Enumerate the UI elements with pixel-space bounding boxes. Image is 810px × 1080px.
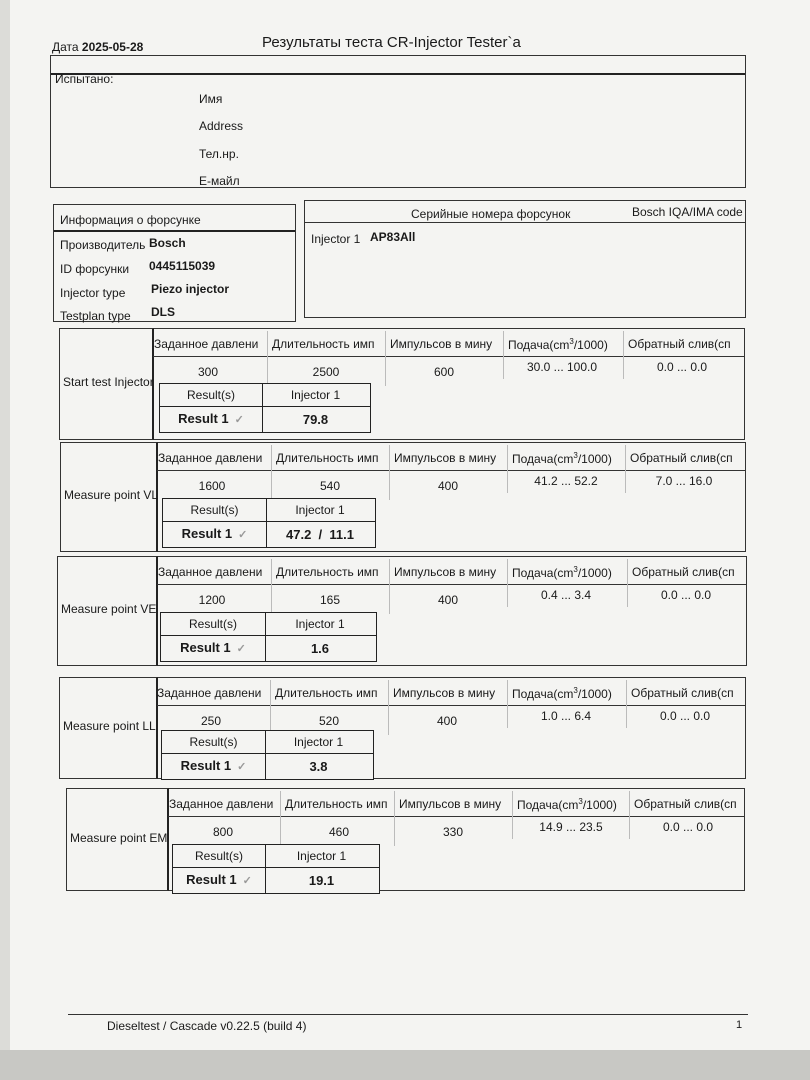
test-name: Measure point EM [70,830,168,845]
serials-section [304,200,746,318]
manufacturer-value: Bosch [149,236,186,250]
result-injector-header: Injector 1 [290,388,341,402]
test-delivery-value: 14.9 ... 23.5 [539,820,603,834]
test-delivery-value: 41.2 ... 52.2 [534,474,598,488]
test-column-header: Импульсов в мину [399,797,502,811]
serials-heading: Серийные номера форсунок [411,207,571,221]
test-column-divider [626,680,627,728]
result-row-label-text: Result 1 [178,411,229,426]
test-name: Measure point VL [64,488,159,502]
test-column-header: Заданное давлени [169,797,274,811]
test-column-divider [267,331,268,386]
test-column-header: Обратный слив(сп [630,451,733,465]
result-row-label [173,872,265,887]
test-pulses-value: 400 [437,479,459,493]
test-column-header: Обратный слив(сп [632,565,735,579]
test-backflow-value: 0.0 ... 0.0 [660,588,712,602]
test-column-header: Обратный слив(сп [631,686,734,700]
footer-divider [68,1014,748,1015]
test-pulses-value: 330 [442,825,464,839]
result-table [172,844,380,894]
report-title: Результаты теста CR-Injector Tester`a [262,34,521,51]
test-column-divider [280,791,281,846]
test-column-header: Заданное давлени [157,686,262,700]
test-name-cell [59,328,154,440]
test-column-divider [389,559,390,614]
test-column-header: $Подача(cm^3/1000)$ [512,451,612,466]
result-header-label: Result(s) [194,849,243,863]
check-icon: ✓ [237,761,247,773]
test-column-header: Заданное давлени [158,565,263,579]
test-column-divider [507,559,508,607]
test-backflow-value: 0.0 ... 0.0 [656,360,708,374]
test-column-header: Импульсов в мину [394,451,497,465]
test-column-divider [503,331,504,379]
test-column-divider [385,331,386,386]
test-column-header: Длительность имп [276,451,379,465]
test-pulses-value: 600 [433,365,455,379]
result-value: 19.1 [308,873,335,888]
check-icon: ✓ [242,875,252,887]
report-date: Дата 2025-05-28 [52,40,144,54]
test-name-cell [66,788,169,891]
check-icon: ✓ [236,643,246,655]
test-column-divider [389,445,390,500]
test-backflow-value: 0.0 ... 0.0 [662,820,714,834]
test-pressure-value: 1600 [198,479,226,493]
result-row-label-text: Result 1 [180,758,232,773]
test-block [59,677,746,779]
result-row-label [162,758,265,773]
test-duration-value: 460 [328,825,350,839]
software-version: Dieseltest / Cascade v0.22.5 (build 4) [107,1019,307,1033]
injector-info-section [53,204,296,322]
test-column-divider [625,445,626,493]
result-injector-header: Injector 1 [295,503,345,517]
tested-section [50,55,746,188]
result-injector-header: Injector 1 [293,735,344,749]
testplan-type-value: DLS [151,305,175,319]
test-column-header: $Подача(cm^3/1000)$ [508,337,608,352]
test-column-divider [627,559,628,607]
injector-type-label: Injector type [60,286,126,300]
test-delivery-value: 30.0 ... 100.0 [526,360,598,374]
test-name: Measure point LL [63,719,156,733]
result-row-label-text: Result 1 [180,640,231,655]
result-header-label: Result(s) [190,503,239,517]
test-delivery-value: 0.4 ... 3.4 [540,588,592,602]
test-pulses-value: 400 [436,714,458,728]
tested-heading: Испытано: [55,72,114,86]
test-duration-value: 2500 [312,365,340,379]
test-column-header: Длительность имп [276,565,379,579]
paper-edge [0,1050,810,1080]
test-column-divider [271,445,272,500]
injector-id-value: 0445115039 [149,259,216,273]
check-icon: ✓ [234,414,244,426]
manufacturer-label: Производитель [60,238,146,252]
test-column-header: $Подача(cm^3/1000)$ [517,797,617,812]
result-table [159,383,371,433]
test-column-header: Заданное давлени [154,337,259,351]
result-injector-header: Injector 1 [295,617,345,631]
tested-address-label: Address [199,119,244,133]
test-header-divider [168,816,744,817]
test-pressure-value: 300 [197,365,219,379]
test-duration-value: 520 [318,714,340,728]
test-column-header: Длительность имп [285,797,388,811]
test-column-divider [507,680,508,728]
test-header-divider [157,584,746,585]
result-row-label [163,526,266,541]
test-column-header: Длительность имп [272,337,375,351]
result-injector-header: Injector 1 [296,849,347,863]
test-name-cell [60,442,158,552]
test-column-divider [507,445,508,493]
test-header-divider [157,705,745,706]
check-icon: ✓ [238,529,248,541]
test-duration-value: 165 [319,593,341,607]
test-column-divider [394,791,395,846]
test-column-header: Обратный слив(сп [634,797,737,811]
testplan-type-label: Testplan type [60,309,131,323]
test-column-header: $Подача(cm^3/1000)$ [512,565,612,580]
test-column-header: Импульсов в мину [390,337,493,351]
bosch-code-heading: Bosch IQA/IMA code [632,205,743,219]
test-header-divider [157,470,745,471]
injector-id-label: ID форсунки [60,262,130,276]
test-pressure-value: 800 [212,825,234,839]
result-header-label: Result(s) [186,388,235,402]
test-column-divider [512,791,513,839]
result-row-label [161,640,265,655]
test-header-divider [153,356,744,357]
page-number: 1 [736,1019,743,1031]
result-row-label-text: Result 1 [186,872,237,887]
serial-injector-label: Injector 1 [311,232,361,246]
test-name: Start test Injector [63,375,154,389]
test-block [59,328,745,440]
test-block [66,788,745,891]
serial-injector-value: AP83All [370,230,416,244]
result-table [160,612,377,662]
test-column-header: Импульсов в мину [393,686,496,700]
test-column-divider [271,559,272,614]
test-name-cell [59,677,158,779]
test-name-cell [57,556,158,666]
test-name: Measure point VE [61,602,157,616]
test-column-divider [270,680,271,735]
result-value: 1.6 [310,641,330,656]
result-table [162,498,376,548]
test-block [57,556,747,666]
result-value: 3.8 [309,759,328,774]
test-delivery-value: 1.0 ... 6.4 [540,709,592,723]
test-duration-value: 540 [319,479,341,493]
test-column-header: Импульсов в мину [394,565,497,579]
test-pressure-value: 250 [200,714,222,728]
test-column-header: Обратный слив(сп [628,337,731,351]
result-row-label [160,411,262,426]
test-pulses-value: 400 [437,593,459,607]
result-header-label: Result(s) [188,617,237,631]
result-value: 47.2 / 11.1 [286,527,354,542]
tested-phone-label: Тел.нр. [199,147,239,161]
test-backflow-value: 0.0 ... 0.0 [659,709,711,723]
test-backflow-value: 7.0 ... 16.0 [655,474,713,488]
test-pressure-value: 1200 [198,593,226,607]
injector-info-heading: Информация о форсунке [60,213,201,227]
result-value: 79.8 [302,412,329,427]
result-table [161,730,374,780]
test-column-divider [623,331,624,379]
tested-email-label: E-майл [199,174,240,188]
test-column-header: $Подача(cm^3/1000)$ [512,686,612,701]
test-column-divider [629,791,630,839]
test-column-divider [388,680,389,735]
injector-type-value: Piezo injector [151,282,230,296]
result-header-label: Result(s) [189,735,238,749]
test-column-header: Заданное давлени [158,451,263,465]
result-row-label-text: Result 1 [181,526,233,541]
test-column-header: Длительность имп [275,686,378,700]
tested-name-label: Имя [199,92,223,106]
test-block [60,442,746,552]
